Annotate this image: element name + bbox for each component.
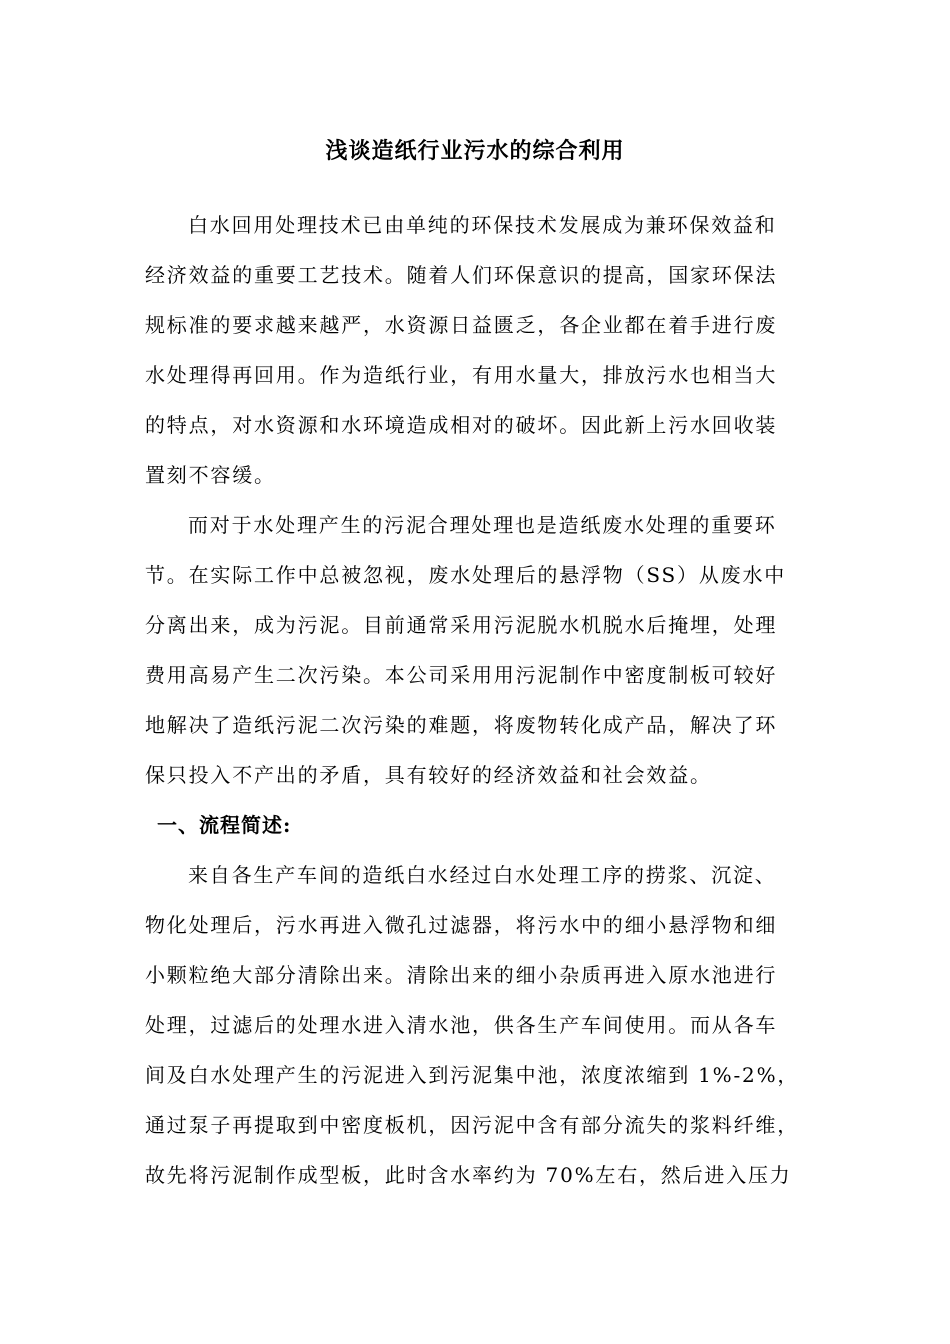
paragraph-line: 故先将污泥制作成型板，此时含水率约为 70%左右，然后进入压力 xyxy=(145,1163,792,1187)
section-heading: 一、流程简述: xyxy=(157,813,292,837)
paragraph-line: 保只投入不产出的矛盾，具有较好的经济效益和社会效益。 xyxy=(145,763,712,787)
paragraph-line: 地解决了造纸污泥二次污染的难题，将废物转化成产品，解决了环 xyxy=(145,713,778,737)
paragraph-line: 白水回用处理技术已由单纯的环保技术发展成为兼环保效益和 xyxy=(188,213,777,237)
document-title: 浅谈造纸行业污水的综合利用 xyxy=(325,138,625,164)
paragraph-line: 物化处理后，污水再进入微孔过滤器，将污水中的细小悬浮物和细 xyxy=(145,913,778,937)
paragraph-line: 费用高易产生二次污染。本公司采用用污泥制作中密度制板可较好 xyxy=(145,663,778,687)
paragraph-line: 经济效益的重要工艺技术。随着人们环保意识的提高，国家环保法 xyxy=(145,263,778,287)
paragraph-line: 节。在实际工作中总被忽视，废水处理后的悬浮物（SS）从废水中 xyxy=(145,563,787,587)
paragraph-line: 分离出来，成为污泥。目前通常采用污泥脱水机脱水后掩埋，处理 xyxy=(145,613,778,637)
paragraph-line: 小颗粒绝大部分清除出来。清除出来的细小杂质再进入原水池进行 xyxy=(145,963,778,987)
paragraph-line: 而对于水处理产生的污泥合理处理也是造纸废水处理的重要环 xyxy=(188,513,777,537)
paragraph-line: 通过泵子再提取到中密度板机，因污泥中含有部分流失的浆料纤维， xyxy=(145,1113,799,1137)
paragraph-line: 间及白水处理产生的污泥进入到污泥集中池，浓度浓缩到 1%-2%， xyxy=(145,1063,800,1087)
paragraph-line: 处理，过滤后的处理水进入清水池，供各生产车间使用。而从各车 xyxy=(145,1013,778,1037)
paragraph-line: 规标准的要求越来越严，水资源日益匮乏，各企业都在着手进行废 xyxy=(145,313,778,337)
paragraph-line: 来自各生产车间的造纸白水经过白水处理工序的捞浆、沉淀、 xyxy=(188,863,777,887)
paragraph-line: 水处理得再回用。作为造纸行业，有用水量大，排放污水也相当大 xyxy=(145,363,778,387)
paragraph-line: 置刻不容缓。 xyxy=(145,463,276,487)
paragraph-line: 的特点，对水资源和水环境造成相对的破坏。因此新上污水回收装 xyxy=(145,413,778,437)
